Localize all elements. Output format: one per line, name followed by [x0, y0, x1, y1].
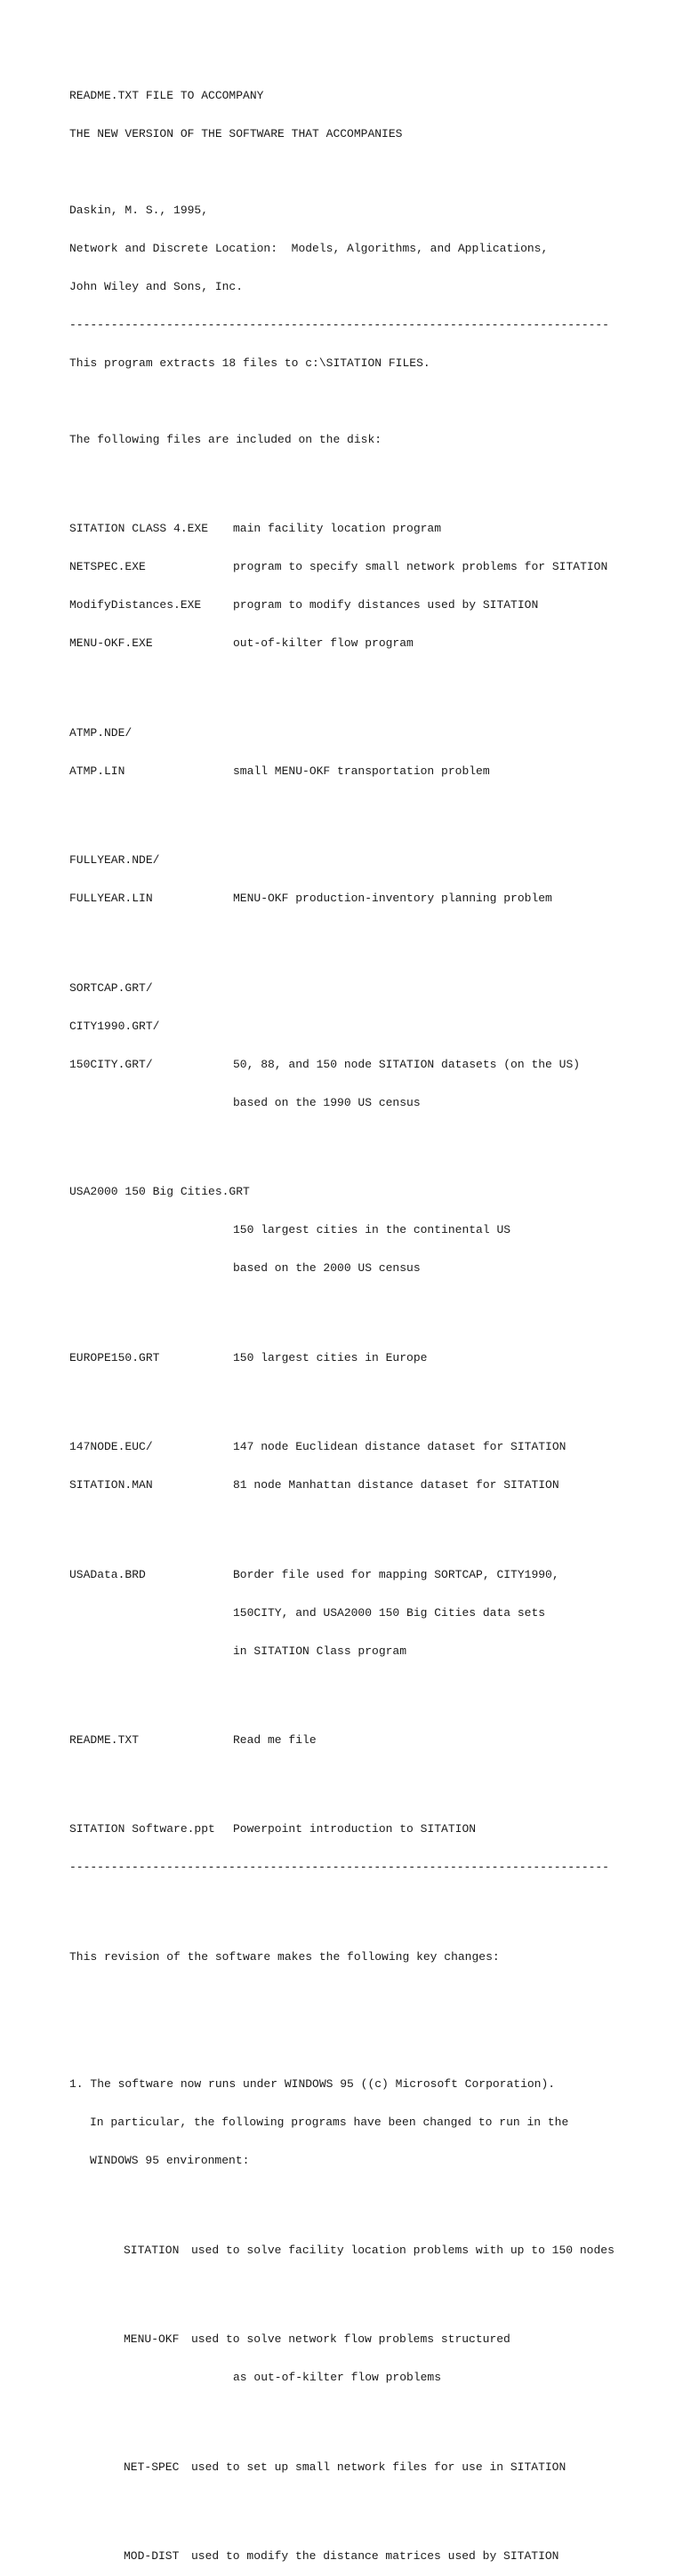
file-desc: 50, 88, and 150 node SITATION datasets (on the US) — [233, 1057, 581, 1071]
file-desc: Powerpoint introduction to SITATION — [233, 1822, 477, 1836]
blank-line — [69, 1989, 674, 2002]
file-row — [69, 1059, 674, 1071]
file-row — [69, 982, 674, 995]
program-row — [69, 2333, 674, 2346]
blank-line — [69, 1900, 674, 1913]
program-name: MENU-OKF — [124, 2332, 180, 2347]
file-desc: out-of-kilter flow program — [233, 636, 414, 651]
file-name: USAData.BRD — [69, 1567, 146, 1581]
blank-line — [69, 676, 674, 689]
file-desc: Read me file — [233, 1733, 317, 1748]
blank-line — [69, 2410, 674, 2422]
file-desc: program to specify small network problems for SITATION — [233, 560, 608, 574]
program-desc: used to solve facility location problems with up to 150 nodes — [191, 2243, 615, 2257]
file-desc: 147 node Euclidean distance dataset for SITATION — [233, 1440, 566, 1454]
blank-line — [69, 1135, 674, 1148]
header-line-1: README.TXT FILE TO ACCOMPANY — [69, 88, 264, 102]
file-desc-continued: in SITATION Class program — [233, 1644, 407, 1658]
file-desc: 81 node Manhattan distance dataset for SITATION — [233, 1478, 559, 1492]
blank-line — [69, 931, 674, 943]
divider-rule: ------------------------------------------------------------------------------ — [69, 317, 609, 332]
citation-title: Network and Discrete Location: Models, Algorithms, and Applications, — [69, 241, 549, 255]
file-desc: MENU-OKF production-inventory planning problem — [233, 892, 552, 906]
divider-rule: ------------------------------------------------------------------------------ — [69, 1860, 609, 1875]
file-row — [69, 599, 674, 612]
file-row — [69, 561, 674, 573]
file-row — [69, 854, 674, 867]
file-name: SITATION CLASS 4.EXE — [69, 522, 209, 536]
revision-item-1: 1. The software now runs under WINDOWS 95 ((c) Microsoft Corporation). — [69, 2077, 556, 2092]
file-name: USA2000 150 Big Cities.GRT — [69, 1185, 250, 1199]
file-row — [69, 1020, 674, 1033]
file-row — [69, 765, 674, 778]
program-desc: used to set up small network files for use in SITATION — [191, 2460, 566, 2474]
file-desc-continued: based on the 1990 US census — [233, 1095, 421, 1109]
file-desc: 150 largest cities in the continental US — [233, 1223, 511, 1237]
blank-line — [69, 804, 674, 816]
file-row — [69, 727, 674, 740]
file-desc: main facility location program — [233, 522, 442, 536]
blank-line — [69, 396, 674, 408]
program-name: MOD-DIST — [124, 2549, 180, 2564]
file-name: ATMP.NDE/ — [69, 725, 133, 740]
revision-item-1-continued: In particular, the following programs have been changed to run in the — [90, 2116, 569, 2130]
program-name: NET-SPEC — [124, 2460, 180, 2474]
file-row — [69, 892, 674, 905]
blank-line — [69, 2193, 674, 2205]
file-row — [69, 523, 674, 535]
program-desc: used to modify the distance matrices used by SITATION — [191, 2549, 559, 2564]
file-name: README.TXT — [69, 1733, 140, 1748]
file-desc: 150 largest cities in Europe — [233, 1350, 428, 1364]
file-row — [69, 1352, 674, 1364]
file-name: SITATION.MAN — [69, 1478, 153, 1492]
revision-heading: This revision of the software makes the following key changes: — [69, 1949, 500, 1964]
file-name: FULLYEAR.LIN — [69, 892, 153, 906]
file-row — [69, 637, 674, 650]
blank-line — [69, 2028, 674, 2040]
intro-included: The following files are included on the disk: — [69, 432, 382, 446]
citation-publisher: John Wiley and Sons, Inc. — [69, 279, 244, 293]
program-desc: used to solve network flow problems structured — [191, 2332, 510, 2347]
file-row — [69, 1569, 674, 1581]
file-name: 147NODE.EUC/ — [69, 1440, 153, 1454]
file-name: CITY1990.GRT/ — [69, 1019, 160, 1033]
program-row — [69, 2244, 674, 2257]
intro-extract: This program extracts 18 files to c:\SITATION FILES. — [69, 356, 430, 370]
blank-line — [69, 1772, 674, 1785]
file-name: SITATION Software.ppt — [69, 1822, 215, 1836]
file-name: FULLYEAR.NDE/ — [69, 853, 160, 868]
file-desc-continued: based on the 2000 US census — [233, 1261, 421, 1276]
file-name: SORTCAP.GRT/ — [69, 980, 153, 995]
blank-line — [69, 472, 674, 484]
file-desc-continued: 150CITY, and USA2000 150 Big Cities data sets — [233, 1605, 546, 1620]
blank-line — [69, 166, 674, 179]
program-row — [69, 2461, 674, 2474]
file-row — [69, 1734, 674, 1747]
header-line-2: THE NEW VERSION OF THE SOFTWARE THAT ACCOMPANIES — [69, 126, 403, 140]
file-name: ATMP.LIN — [69, 764, 125, 778]
blank-line — [69, 2500, 674, 2512]
blank-line — [69, 1390, 674, 1403]
blank-line — [69, 1684, 674, 1696]
blank-line — [69, 1300, 674, 1313]
readme-document — [69, 64, 674, 2576]
file-desc: small MENU-OKF transportation problem — [233, 764, 490, 778]
program-row — [69, 2550, 674, 2563]
citation-author: Daskin, M. S., 1995, — [69, 203, 209, 217]
file-name: ModifyDistances.EXE — [69, 598, 202, 612]
revision-item-1-continued: WINDOWS 95 environment: — [90, 2154, 250, 2168]
file-name: EUROPE150.GRT — [69, 1350, 160, 1364]
file-name: MENU-OKF.EXE — [69, 636, 153, 651]
blank-line — [69, 2283, 674, 2295]
file-name: 150CITY.GRT/ — [69, 1057, 153, 1071]
file-desc: Border file used for mapping SORTCAP, CITY1990, — [233, 1567, 559, 1581]
file-row — [69, 1441, 674, 1453]
program-name: SITATION — [124, 2243, 180, 2257]
program-desc-continued: as out-of-kilter flow problems — [233, 2371, 442, 2385]
file-desc: program to modify distances used by SITATION — [233, 598, 539, 612]
blank-line — [69, 1517, 674, 1530]
file-row — [69, 1823, 674, 1836]
file-name: NETSPEC.EXE — [69, 560, 146, 574]
file-row — [69, 1479, 674, 1492]
